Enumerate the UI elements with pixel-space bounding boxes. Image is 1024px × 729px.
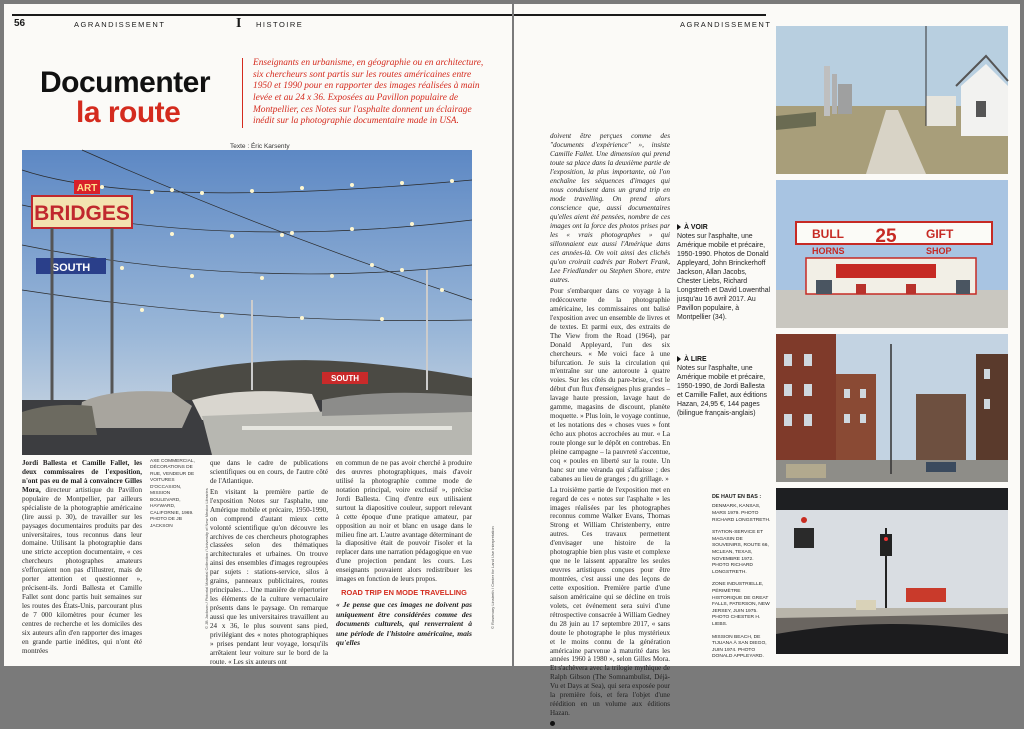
photo-caption: AXE COMMERCIAL, DÉCORATIONS DE RUE, VENDEUR DE VOITURES D'OCCASION, MISSION BOULEVARD, HAYWARD, CALIFORNIE, 1969. PHOTO DE JB JACKSON <box>150 459 195 529</box>
section-header-right: AGRANDISSEMENT <box>680 20 772 29</box>
page-number: 56 <box>14 18 26 29</box>
credit-1: DENMARK, KANSAS, MARS 1979. PHOTO RICHARD LONGSTRETH. <box>712 504 771 523</box>
svg-text:SOUTH: SOUTH <box>51 262 91 274</box>
right-body-column <box>550 132 670 718</box>
photo-bull-horns-shop <box>776 180 1008 328</box>
photo-credits <box>712 494 772 661</box>
voir-arrow-icon <box>677 224 681 230</box>
photo-credit-a: © JB Jackson / Pictorial Material Collection / University of New Mexico Libraries <box>204 488 209 629</box>
voir-text: Notes sur l'asphalte, une Amérique mobile et précaire, 1950-1990. Photos de Donald Appleyard, John Brinckerhoff Jackson, Allan Jacobs, Chester Liebs, Richard Longstreth et David Lowenthal jusqu'au 16 avril 2017. Au Pavillon populaire, à Montpellier (34). <box>677 232 771 321</box>
col2-body-1: que dans le cadre de publications scientifiques ou en cours, de l'autre côté de l'Atlantique. <box>210 459 328 485</box>
lire-text: Notes sur l'asphalte, une Amérique mobile et précaire, 1950-1990, de Jordi Ballesta et Camille Fallet, aux éditions Hazan, 24,95 €, 144 pages (bilingue français-anglais) <box>677 364 768 417</box>
voir-kicker: À VOIR <box>684 224 708 231</box>
svg-text:BULL: BULL <box>812 227 844 241</box>
pull-quote: « Je pense que ces images ne doivent pas uniquement être considérées comme des documents culturels, qui renverraient à une période de l'histoire américaine, mais qu'elles <box>336 600 472 648</box>
credit-3: ZONE INDUSTRIELLE, PÉRIMÈTRE HISTORIQUE DE GREAT FALLS, PATERSON, NEW JERSEY, JUIN 1975. PHOTO CHESTER H. LIEBS. <box>712 582 770 628</box>
header-rule-right <box>514 14 766 16</box>
subhead: ROAD TRIP EN MODE TRAVELLING <box>341 588 467 598</box>
body-column-3 <box>336 459 472 648</box>
svg-text:HORNS: HORNS <box>812 246 845 256</box>
svg-text:25: 25 <box>875 226 897 247</box>
byline: Texte : Éric Karsenty <box>230 143 290 150</box>
lire-kicker: À LIRE <box>684 356 707 363</box>
svg-text:ART: ART <box>76 183 98 194</box>
credit-4: MISSION BEACH, DE TIJUANA À SAN DIEGO, JUIN 1974. PHOTO DONALD APPLEYARD. <box>712 634 767 660</box>
col2-body-2: En visitant la première partie de l'exposition Notes sur l'asphalte, une Amérique mobile et précaire, 1950-1990, on comprend d'autant mieux cette volonté scientifique qu'on découvre les archives de ces chercheurs photographes classées selon des thématiques architecturales et urbaines. On trouve ainsi des ensembles d'images regroupées par sujets : stations-service, silos à grains, panneaux publicitaires, routes principales… Une manière de répertorier les éléments de la culture vernaculaire présents dans le paysage. On remarque aussi que les universitaires travaillent au 24 x 36, le plus souvent sans pied, privilégiant des « notes photographiques » prises pendant leur voyage, lorsqu'ils arrêtaient leur voiture sur le bord de la route. « Les six auteurs ont <box>210 487 328 666</box>
lead-paragraph: Jordi Ballesta et Camille Fallet, les deux commissaires de l'exposition, n'ont pas eu de mal à convaincre Gilles Mora, <box>22 459 142 494</box>
right-col-body-1: doivent être perçues comme des "documents d'expérience" », insiste Camille Fallet. Une dimension qui prend toute sa place dans la deuxième partie de l'exposition, la plus importante, où l'on enchaîne les séquences d'images qui nous conduisent dans un grand trip en mode travelling. On prend alors conscience que, aussi documentaires qu'elles aient été pensées, nombre de ces images ont la force des photos prises par les « vrais photographes » qui sillonnaient eux aussi l'Amérique dans ces années-là. On voit ainsi des clichés qu'on croirait cadrés par Robert Frank, Lee Friedlander ou Stephen Shore, entre autres. <box>550 132 670 284</box>
end-mark <box>550 721 555 726</box>
photo-credit-b: © Rosemary Linstreth / Center for Land Use Interpretation <box>490 526 495 629</box>
body-column-2 <box>210 459 328 666</box>
a-voir-box <box>677 224 771 323</box>
left-page <box>4 4 512 666</box>
rubric-icon: I <box>236 16 242 31</box>
right-page <box>514 4 1020 718</box>
lire-arrow-icon <box>677 356 681 362</box>
title-line-1: Documenter <box>40 66 211 99</box>
right-col-body-3: La troisième partie de l'exposition met en regard de ces « notes sur l'asphalte » les images réalisées par les photographes reconnus comme Walker Evans, Thomas Strong et William Christenberry, entre autres. Ces travaux permettent d'envisager une histoire de la photographie bien plus vaste et complexe que ne le laissent apparaître les seules œuvres artistiques conçues pour être montrées, c'est aussi une des leçons de cette exposition. Première partie d'une saison américaine qui se décline en trois volets, cet événement sera suivi d'une rétrospective consacrée à William Gedney du 28 juin au 17 septembre 2017, « sans doute le photographe le plus mystérieux et le moins connu de la génération américaine parvenue à maturité dans les années 1960 à 1980 », selon Gilles Mora. Et s'achèvera avec la trilogie mythique de Ralph Gibson (The Somnambulist, Déjà-Vu et Days at Sea), qui sera exposée pour la première fois, et fera l'objet d'une réédition en un volume aux éditions Hazan. <box>550 485 670 718</box>
body-column-1 <box>22 459 142 658</box>
title-line-2: la route <box>76 96 181 129</box>
main-photo <box>22 150 472 455</box>
svg-text:SHOP: SHOP <box>926 246 952 256</box>
col3-body-1: en commun de ne pas avoir cherché à produire des œuvres photographiques, mais d'avoir utilisé la photographie comme mode de notation principal, voire exclusif », précise Jordi Ballesta. Cinq d'entre eux utilisaient surtout la diapositive couleur, support relevant à cette époque d'une pratique amateur, par opposition au noir et blanc en usage dans le milieu fine art. L'autre avantage déterminant de la diapositive était de pouvoir l'isoler et la replacer dans une narration pédagogique en vue d'une projection pendant les cours. Les enseignants pouvaient alors redistribuer les images en fonction de leurs propos. <box>336 459 472 584</box>
photo-denmark-kansas <box>776 26 1008 174</box>
svg-text:SOUTH: SOUTH <box>331 374 359 383</box>
credits-heading: DE HAUT EN BAS : <box>712 494 762 500</box>
rubric-label: HISTOIRE <box>256 20 304 29</box>
header-rule <box>12 14 512 16</box>
section-header: AGRANDISSEMENT <box>74 20 166 29</box>
svg-text:GIFT: GIFT <box>926 227 954 241</box>
col1-body: directeur artistique du Pavillon populaire de Montpellier, par ailleurs spécialiste de la photographie américaine (lire aussi p. 30), de travailler sur les paysages documentaires produits par des universitaires, tous reconnus dans leur domaine. Utilisant la photographie dans une stricte acception documentaire, « ces chercheurs photographes amateurs s'efforçaient non pas d'illustrer, mais de porter attention et questionner », précisent-ils. Jordi Ballesta et Camille Fallet sont donc partis huit semaines sur les routes des États-Unis, parcourant plus de 7 000 kilomètres pour écumer les centres de recherche et les domiciles des six auteurs afin d'en rapporter des images en grande partie inédites, qui n'ont été montrées <box>22 485 142 655</box>
photo-great-falls <box>776 334 1008 482</box>
credit-2: STATION-SERVICE ET MAGASIN DE SOUVENIRS, ROUTE 66, MCLEAN, TEXAS, NOVEMBRE 1972. PHOTO RICHARD LONGSTRETH. <box>712 530 769 575</box>
a-lire-box <box>677 356 771 419</box>
svg-text:BRIDGES: BRIDGES <box>34 202 130 225</box>
right-col-body-2: Pour s'embarquer dans ce voyage à la redécouverte de la photographie américaine, les commissaires ont balisé l'exposition avec un ensemble de livres et de textes. Et parmi eux, des extraits de The View from the Road (1964), par Donald Appleyard, l'un des six chercheurs. « Me voici face à une bifurcation. Je suis la circulation qui m'entraîne sur une autoroute à quatre voies. Sur les côtés du pare-brise, c'est le début d'un flux d'enseignes plus grandes – lavage haute pression, lavage haut de gamme, magasins de discount, planète moquette. » Plus loin, le voyage continue, et les notations des « choses vues » font écho aux photos accrochées au mur. « La route plonge sur le dépôt en contrebas. En pleine campagne – la pauvreté s'accentue, coq « poules en liberté sur la route. Un banc sur une véranda qui s'affaisse ; des cabanes au lieu de granges ; du grillage. » <box>550 287 670 483</box>
intro-paragraph: Enseignants en urbanisme, en géographie ou en architecture, six chercheurs sont partis sur les routes américaines entre 1950 et 1990 pour en rapporter des images réalisées à main levée et au 24 x 36. Exposées au Pavillon populaire de Montpellier, ces Notes sur l'asphalte donnent un éclairage inédit sur la photographie documentaire made in USA. <box>242 58 485 128</box>
photo-mission-beach <box>776 488 1008 654</box>
